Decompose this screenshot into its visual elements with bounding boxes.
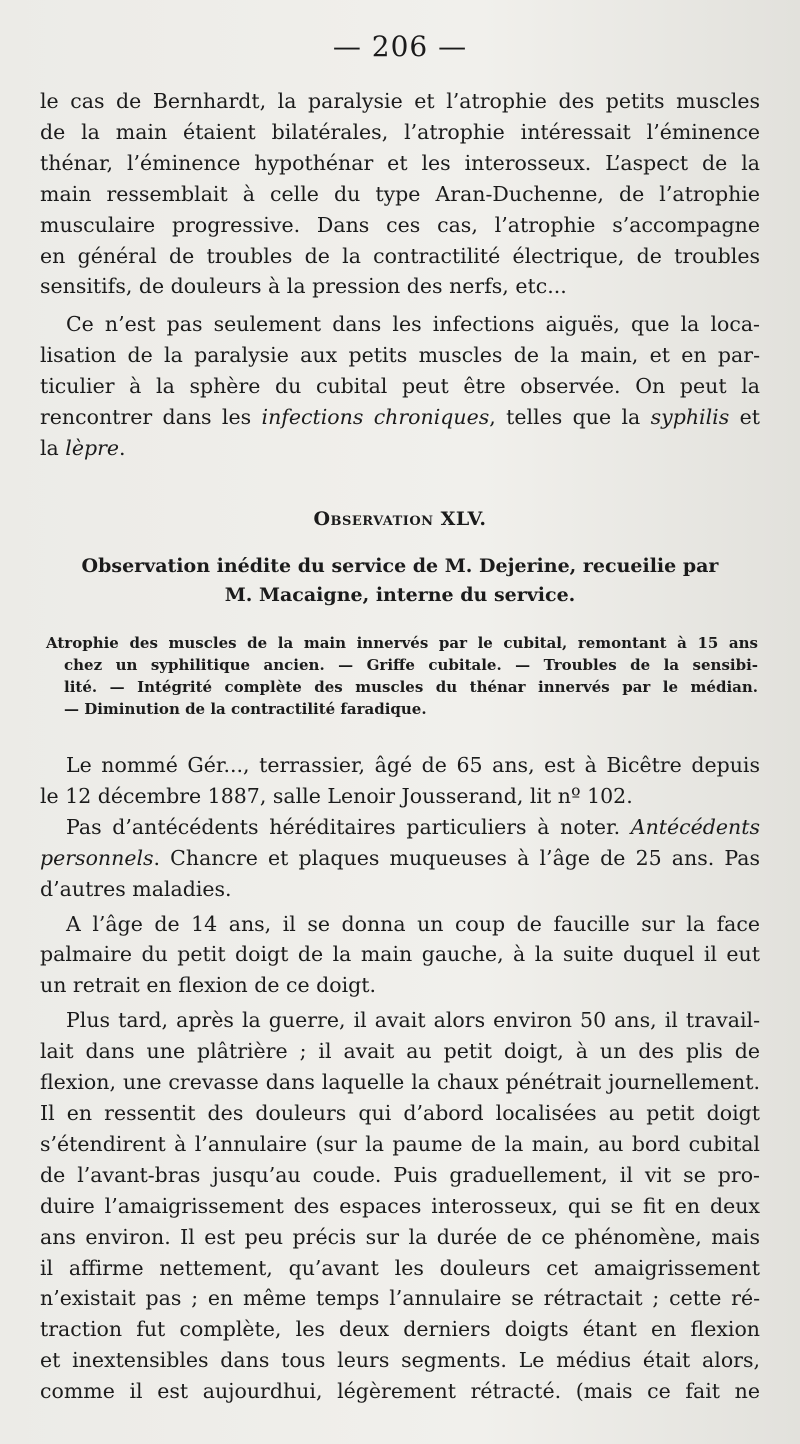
- text-run: .: [119, 435, 126, 460]
- page-number: — 206 —: [332, 30, 468, 63]
- text-run: la: [40, 435, 66, 460]
- observation-body: [40, 750, 760, 1407]
- text-line: de la main étaient bilatérales, l’atrophie intéressait l’éminence: [40, 119, 760, 144]
- text-line: duire l’amaigrissement des espaces interosseux, qui se fit en deux: [40, 1193, 760, 1218]
- text-line: comme il est aujourdhui, légèrement rétracté. (mais ce fait ne: [40, 1379, 760, 1404]
- text-line: sensitifs, de douleurs à la pression des nerfs, etc...: [40, 274, 567, 299]
- text-line: et inextensibles dans tous leurs segments. Le médius était alors,: [40, 1348, 760, 1373]
- text-line: main ressemblait à celle du type Aran-Duchenne, de l’atrophie: [40, 181, 760, 206]
- text-line: thénar, l’éminence hypothénar et les interosseux. L’aspect de la: [40, 150, 760, 175]
- observation-heading: [0, 508, 800, 530]
- text-line: un retrait en flexion de ce doigt.: [40, 973, 377, 998]
- text-line: [40, 433, 760, 464]
- text-line: A l’âge de 14 ans, il se donna un coup de faucille sur la face: [66, 911, 760, 936]
- summary-line: — Diminution de la contractilité faradique.: [64, 700, 427, 718]
- text-line: en général de troubles de la contractilité électrique, de troubles: [40, 243, 760, 268]
- text-run: rencontrer dans les: [40, 404, 262, 429]
- text-line: ans environ. Il est peu précis sur la durée de ce phénomène, mais: [40, 1224, 760, 1249]
- text-line: le cas de Bernhardt, la paralysie et l’atrophie des petits muscles: [40, 89, 760, 113]
- observation-subtitle: [60, 552, 740, 610]
- text-line: Plus tard, après la guerre, il avait alors environ 50 ans, il travail-: [66, 1008, 760, 1033]
- text-line: s’étendirent à l’annulaire (sur la paume de la main, au bord cubital: [40, 1131, 760, 1156]
- italic-run: Antécédents: [630, 814, 760, 839]
- text-line: musculaire progressive. Dans ces cas, l’atrophie s’accompagne: [40, 212, 760, 237]
- text-line: Ce n’est pas seulement dans les infections aiguës, que la loca-: [66, 312, 760, 336]
- text-line: d’autres maladies.: [40, 876, 232, 901]
- text-line: lisation de la paralysie aux petits muscles de la main, et en par-: [40, 342, 760, 367]
- text-line: traction fut complète, les deux derniers doigts étant en flexion: [40, 1317, 760, 1342]
- text-line: il affirme nettement, qu’avant les douleurs cet amaigrissement: [40, 1255, 760, 1280]
- summary-line: lité. — Intégrité complète des muscles du thénar innervés par le médian.: [64, 678, 758, 696]
- text-line: [40, 402, 760, 433]
- text-line: n’existait pas ; en même temps l’annulaire se rétractait ; cette ré-: [40, 1286, 760, 1311]
- text-line: le 12 décembre 1887, salle Lenoir Jousserand, lit nº 102.: [40, 783, 633, 808]
- subtitle-line: M. Macaigne, interne du service.: [224, 584, 576, 606]
- text-line: flexion, une crevasse dans laquelle la chaux pénétrait journellement.: [40, 1070, 760, 1095]
- text-line: de l’avant-bras jusqu’au coude. Puis graduellement, il vit se pro-: [40, 1162, 760, 1187]
- paragraph-infections: [40, 309, 760, 464]
- text-run: . Chancre et plaques muqueuses à l’âge de 25 ans. Pas: [153, 845, 760, 870]
- text-line: Il en ressentit des douleurs qui d’abord localisées au petit doigt: [40, 1100, 760, 1125]
- text-run: , telles que la: [489, 404, 651, 429]
- summary-line: Atrophie des muscles de la main innervés par le cubital, remontant à 15 ans: [46, 634, 758, 652]
- text-run: Pas d’antécédents héréditaires particuliers à noter.: [66, 814, 631, 839]
- text-line: lait dans une plâtrière ; il avait au petit doigt, à un des plis de: [40, 1039, 760, 1064]
- italic-run: syphilis: [650, 404, 730, 429]
- italic-run: lèpre: [65, 435, 120, 460]
- heading-number: XLV.: [440, 508, 487, 530]
- text-line: Le nommé Gér..., terrassier, âgé de 65 ans, est à Bicêtre depuis: [66, 753, 760, 777]
- text-line: palmaire du petit doigt de la main gauche, à la suite duquel il eut: [40, 942, 760, 967]
- heading-word: Observation: [313, 508, 434, 530]
- text-line: [40, 843, 760, 874]
- italic-run: infections chroniques: [261, 404, 490, 429]
- summary-line: chez un syphilitique ancien. — Griffe cubitale. — Troubles de la sensibi-: [64, 656, 758, 674]
- observation-summary: [46, 632, 758, 720]
- italic-run: personnels: [40, 845, 154, 870]
- paragraph-bernhardt: [40, 86, 760, 302]
- text-run: et: [729, 404, 760, 429]
- text-line: ticulier à la sphère du cubital peut être observée. On peut la: [40, 373, 760, 398]
- subtitle-line: Observation inédite du service de M. Dejerine, recueilie par: [81, 555, 719, 577]
- text-line: [40, 812, 760, 843]
